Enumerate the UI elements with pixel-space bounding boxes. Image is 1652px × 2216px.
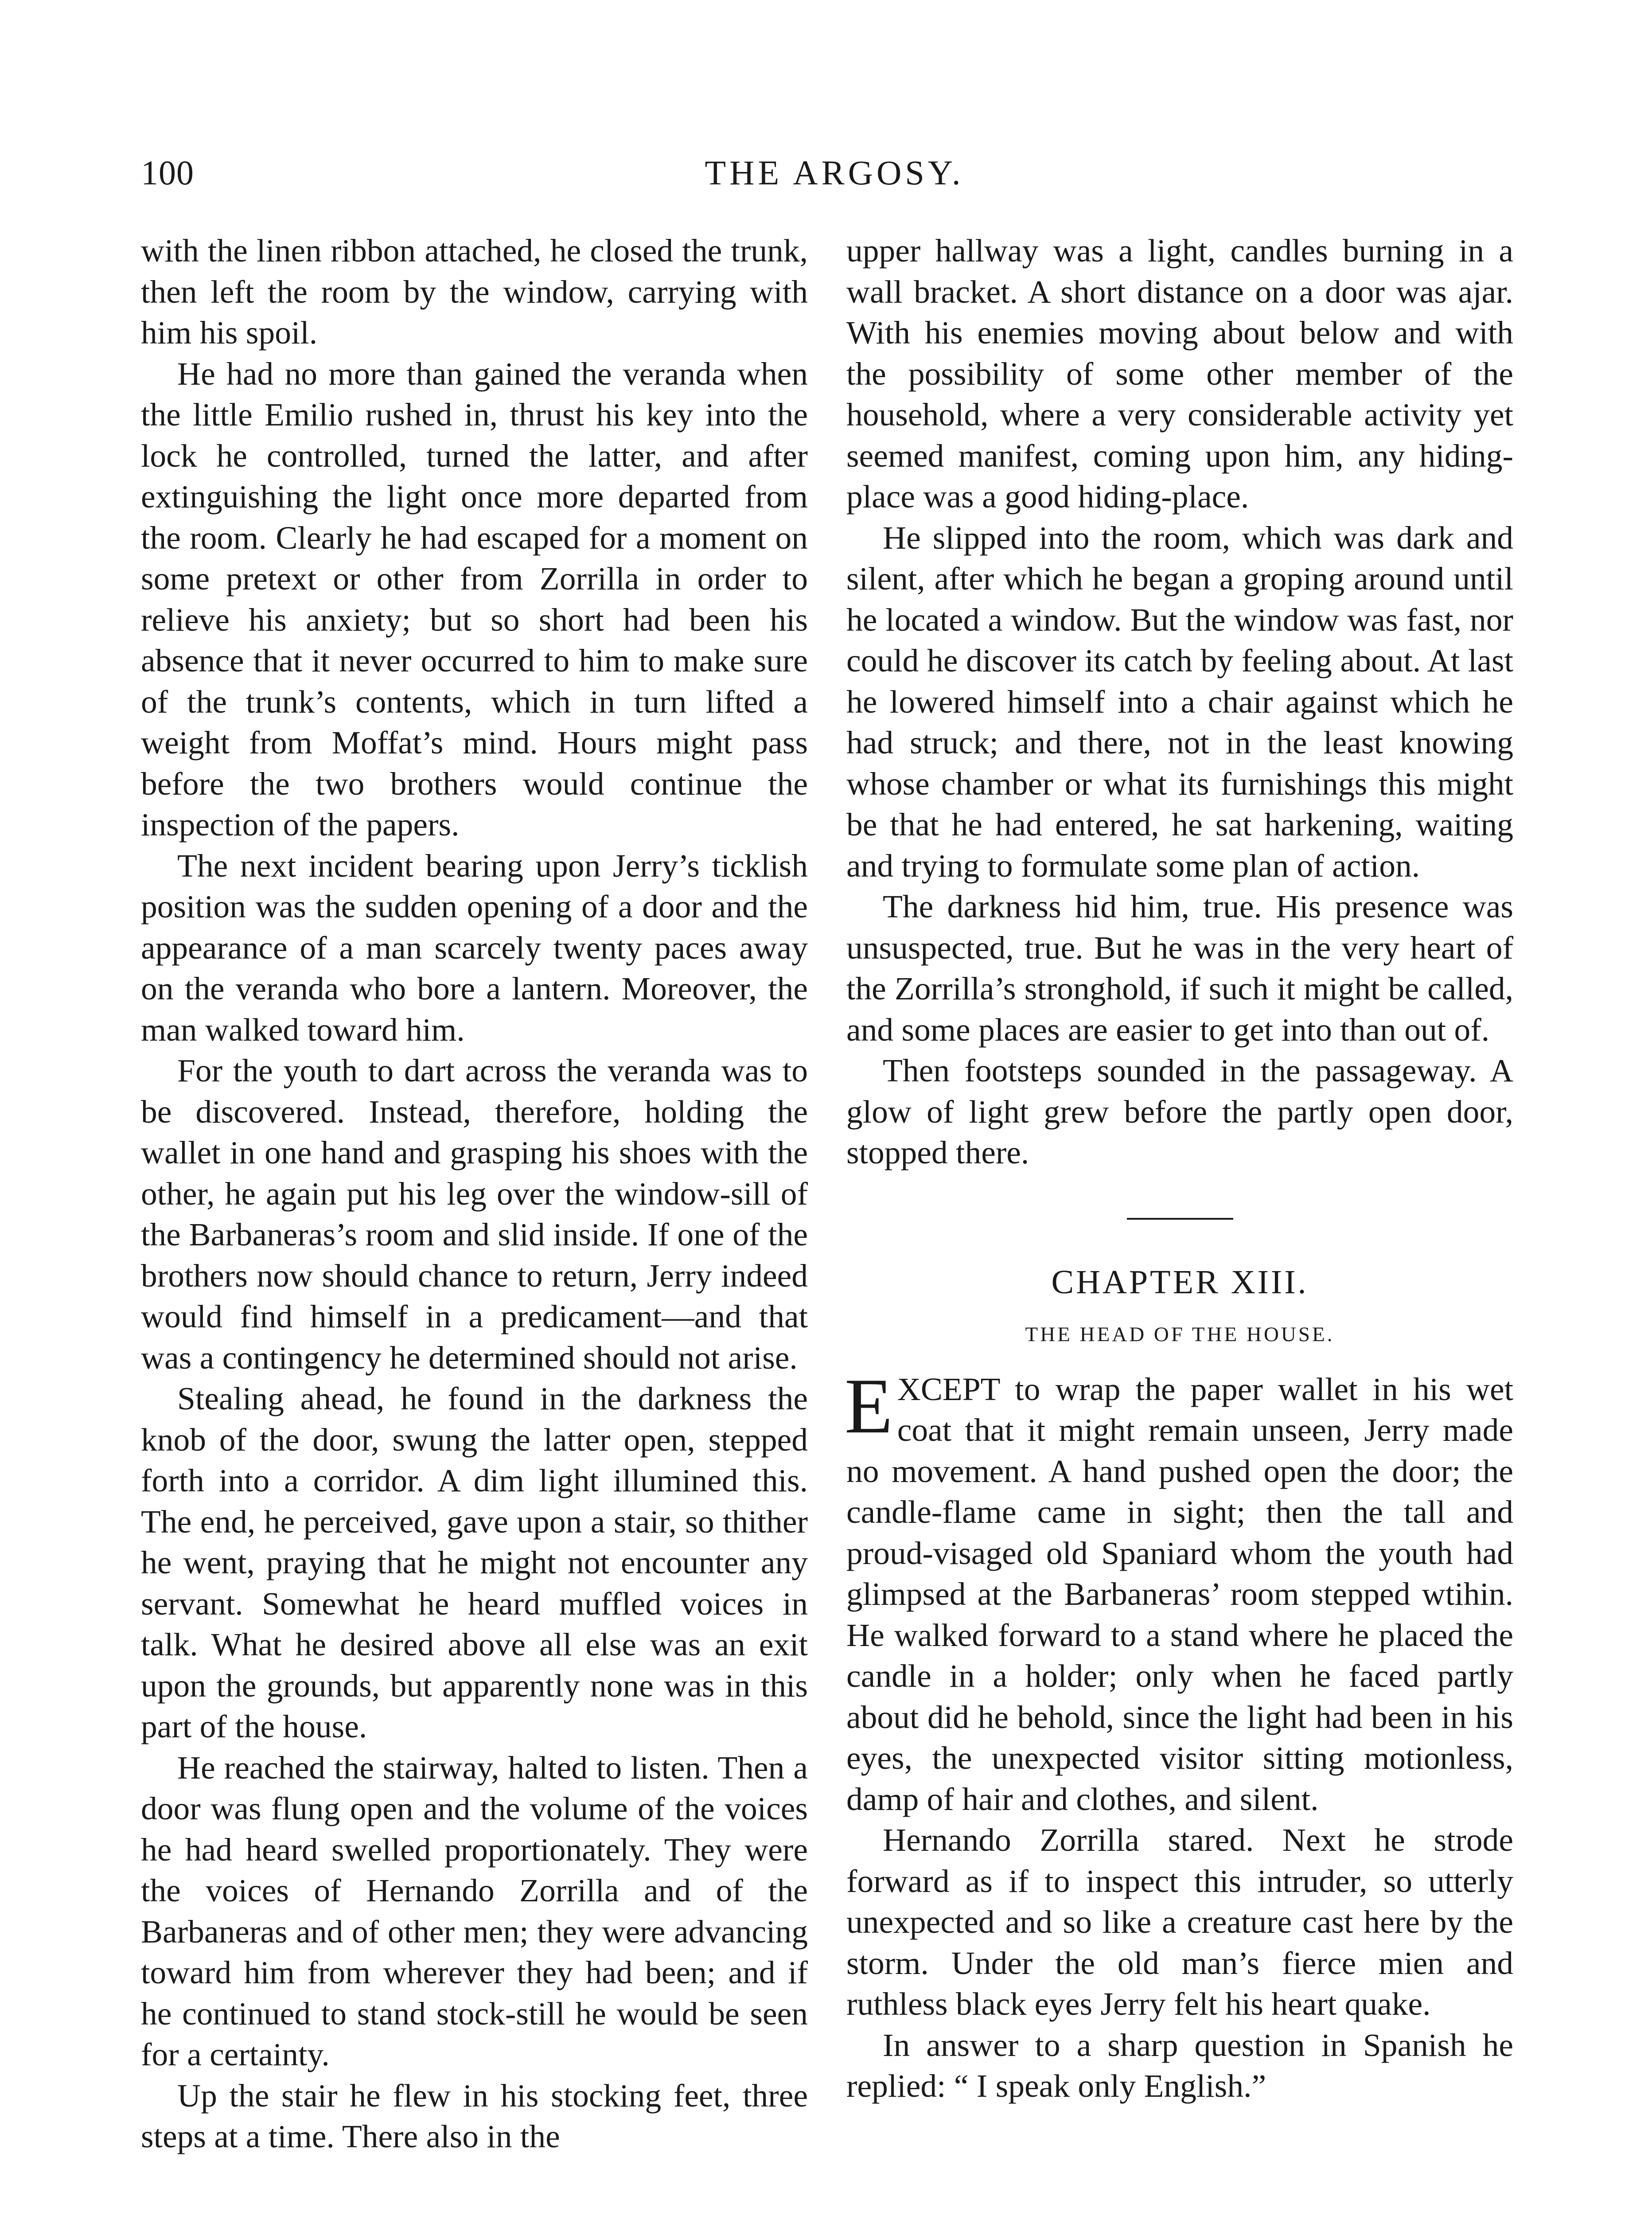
- paragraph: Up the stair he flew in his stocking feet, three steps at a time. There also in the: [141, 2077, 808, 2154]
- paragraph: Hernando Zorrilla stared. Next he strode forward as if to inspect this intruder, so utterly unexpected and so like a creature cast here by the storm. Under the old man’s fierce mien and ruthless black eyes Jerry felt his heart quake.: [846, 1822, 1513, 2022]
- paragraph: He reached the stairway, halted to listen. Then a door was flung open and the volume of the voices he had heard swelled proportionately. They were the voices of Hernando Zorrilla and of the Barbaneras and of other men; they were advancing toward him from wherever they had been; and if he continued to stand stock-still he would be seen for a certainty.: [141, 1749, 808, 2072]
- page-number: 100: [141, 153, 194, 192]
- right-column: [846, 230, 1513, 2107]
- running-title: THE ARGOSY.: [705, 153, 964, 192]
- paragraph: In answer to a sharp question in Spanish he replied: “ I speak only English.”: [846, 2027, 1513, 2104]
- paragraph: He slipped into the room, which was dark and silent, after which he began a groping around until he located a window. But the window was fast, nor could he discover its catch by feeling about. At last he lowered himself into a chair against which he had struck; and there, not in the least knowing whose chamber or what its furnishings this might be that he had entered, he sat harkening, waiting and trying to formulate some plan of action.: [846, 519, 1513, 884]
- paragraph: Stealing ahead, he found in the darkness the knob of the door, swung the latter open, stepped forth into a corridor. A dim light illumined this. The end, he perceived, gave upon a stair, so thither he went, praying that he might not encounter any servant. Somewhat he heard muffled voices in talk. What he desired above all else was an exit upon the grounds, but apparently none was in this part of the house.: [141, 1381, 808, 1744]
- paragraph: upper hallway was a light, candles burning in a wall bracket. A short distance on a door was ajar. With his enemies moving about below and with the possibility of some other member of the household, where a very considerable activity yet seemed manifest, coming upon him, any hiding-place was a good hiding-place.: [846, 233, 1513, 515]
- page-header: [141, 153, 1528, 202]
- chapter-opening-paragraph: [845, 1362, 1513, 1820]
- opening-paragraph-text: XCEPT to wrap the paper wallet in his wet coat that it might remain unseen, Jerry made no movement. A hand pushed open the door; the candle-flame came in sight; then the tall and proud-visaged old Spaniard whom the youth had glimpsed at the Barbaneras’ room stepped wtihin. He walked forward to a stand where he placed the candle in a holder; only when he faced partly about did he behold, since the light had been in his eyes, the unexpected visitor sitting motionless, damp of hair and clothes, and silent.: [846, 1371, 1513, 1817]
- paragraph: with the linen ribbon attached, he closed the trunk, then left the room by the window, carrying with him his spoil.: [141, 233, 808, 351]
- paragraph: Then footsteps sounded in the passageway. A glow of light grew before the partly open door, stopped there.: [846, 1053, 1513, 1170]
- paragraph: For the youth to dart across the veranda was to be discovered. Instead, therefore, holding the wallet in one hand and grasping his shoes with the other, he again put his leg over the window-sill of the Barbaneras’s room and slid inside. If one of the brothers now should chance to return, Jerry indeed would find himself in a predicament—and that was a contingency he determined should not arise.: [141, 1053, 808, 1376]
- paragraph: The next incident bearing upon Jerry’s ticklish position was the sudden opening of a door and the appearance of a man scarcely twenty paces away on the veranda who bore a lantern. Moreover, the man walked toward him.: [141, 847, 808, 1048]
- chapter-subtitle: THE HEAD OF THE HOUSE.: [1025, 1323, 1335, 1346]
- paragraph: The darkness hid him, true. His presence was unsuspected, true. But he was in the very heart of the Zorrilla’s stronghold, if such it might be called, and some places are easier to get into than out of.: [846, 889, 1513, 1048]
- left-column: [141, 230, 808, 2157]
- chapter-title: CHAPTER XIII.: [1051, 1263, 1309, 1301]
- drop-cap: E: [845, 1362, 893, 1450]
- paragraph: He had no more than gained the veranda when the little Emilio rushed in, thrust his key into the lock he controlled, turned the latter, and after extinguishing the light once more departed from the room. Clearly he had escaped for a moment on some pretext or other from Zorrilla in order to relieve his anxiety; but so short had been his absence that it never occurred to him to make sure of the trunk’s contents, which in turn lifted a weight from Moffat’s mind. Hours might pass before the two brothers would continue the inspection of the papers.: [141, 355, 808, 843]
- section-divider: [1127, 1218, 1233, 1220]
